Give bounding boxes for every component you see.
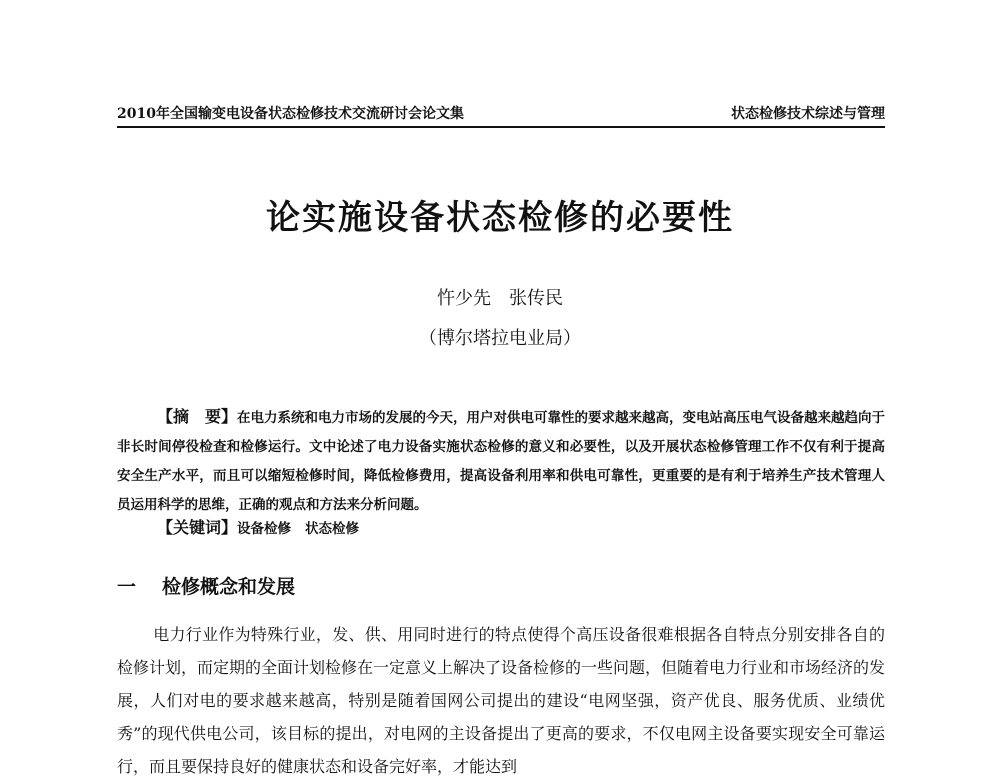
keyword: 状态检修: [305, 521, 360, 537]
body-paragraph-text: 电力行业作为特殊行业，发、供、用同时进行的特点使得个高压设备很难根据各自特点分别安排各自的检修计划，而定期的全面计划检修在一定意义上解决了设备检修的一些问题，但随着电力行业和市场经济的发展，人们对电的要求越来越高，特别是随着国网公司提出的建设“电网坚强，资产优良、服务优质、业绩优秀”的现代供电公司，该目标的提出，对电网的主设备提出了更高的要求，不仅电网主设备要实现安全可靠运行，而且要保持良好的健康状态和设备完好率，才能达到: [117, 625, 886, 776]
keywords-label: 【关键词】: [157, 518, 238, 537]
paper-title: 论实施设备状态检修的必要性: [266, 198, 734, 238]
keywords: [157, 515, 359, 538]
section-number: 一: [117, 576, 137, 598]
header-section-title: 状态检修技术综述与管理: [731, 106, 885, 122]
author-affiliation: （博尔塔拉电业局）: [419, 328, 581, 349]
author-name: 张传民: [509, 288, 563, 309]
abstract-label: 【摘 要】: [157, 407, 238, 426]
author-name: 忤少先: [437, 288, 491, 309]
abstract-text: 在电力系统和电力市场的发展的今天，用户对供电可靠性的要求越来越高，变电站高压电气设备越来越趋向于非长时间停役检查和检修运行。文中论述了电力设备实施状态检修的意义和必要性，以及开展状态检修管理工作不仅有利于提高安全生产水平，而且可以缩短检修时间，降低检修费用，提高设备利用率和供电可靠性，更重要的是有利于培养生产技术管理人员运用科学的思维，正确的观点和方法来分析问题。: [117, 410, 886, 513]
section-heading: [117, 572, 295, 599]
body-paragraph: [117, 618, 885, 783]
section-title: 检修概念和发展: [162, 576, 296, 598]
abstract: [117, 402, 885, 520]
running-header: [117, 104, 885, 128]
header-proceedings-title: 2010年全国输变电设备状态检修技术交流研讨会论文集: [117, 106, 464, 122]
keyword: 设备检修: [237, 521, 292, 537]
author-list: [0, 284, 1000, 310]
